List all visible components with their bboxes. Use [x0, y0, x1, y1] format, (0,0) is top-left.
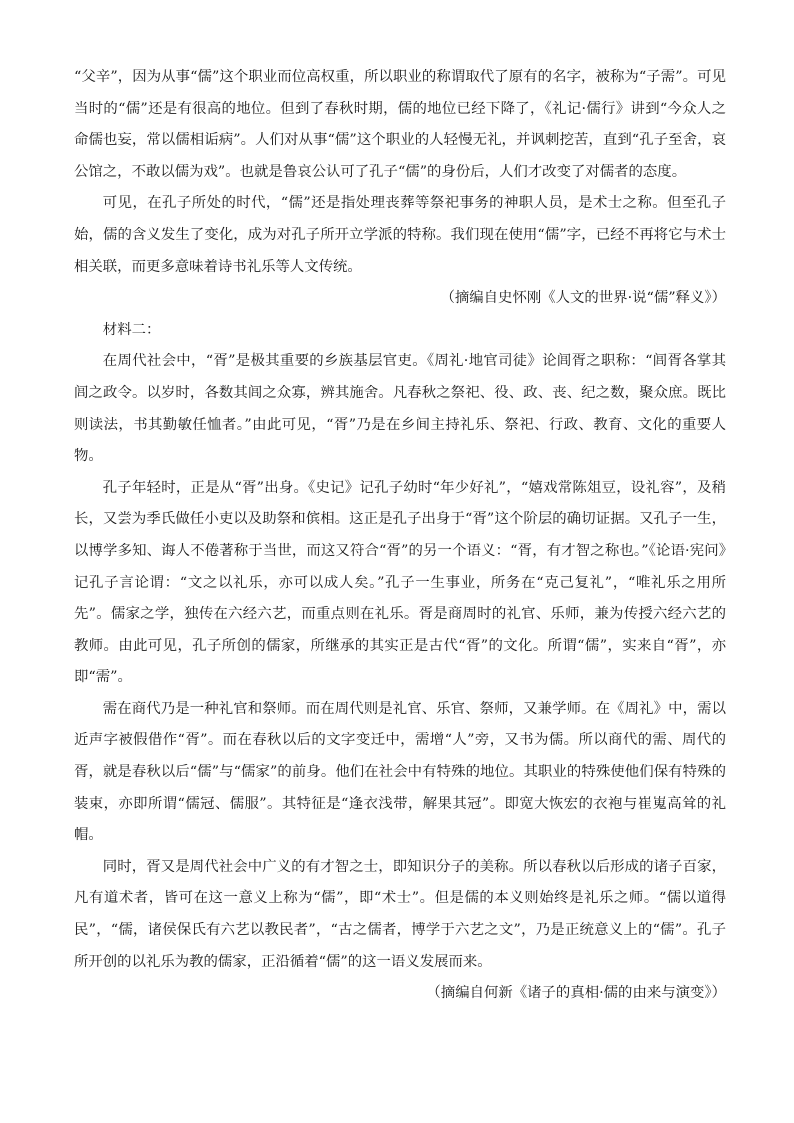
- paragraph: 需在商代乃是一种礼官和祭师。而在周代则是礼官、乐官、祭师，又兼学师。在《周礼》中，需以近声字被假借作“胥”。而在春秋以后的文字变迁中，需增“人”旁，又书为儒。所以商代的需、周代的胥，就是春秋以后“儒”与“儒家”的前身。他们在社会中有特殊的地位。其职业的特殊使他们保有特殊的装束，亦即所谓“儒冠、儒服”。其特征是“逢衣浅带，解果其冠”。即宽大恢宏的衣袍与崔嵬高耸的礼帽。: [74, 700, 726, 844]
- document-page: [74, 62, 726, 1010]
- paragraph-continued: “父辛”，因为从事“儒”这个职业而位高权重，所以职业的称谓取代了原有的名字，被称为“子需”。可见当时的“儒”还是有很高的地位。但到了春秋时期，儒的地位已经下降了，《礼记·儒行》讲到“今众人之命儒也妄，常以儒相诟病”。人们对从事“儒”这个职业的人轻慢无礼，并讽刺挖苦，直到“孔子至舍，哀公馆之，不敢以儒为戏”。也就是鲁哀公认可了孔子“儒”的身份后，人们才改变了对儒者的态度。: [74, 69, 726, 180]
- paragraph: 同时，胥又是周代社会中广义的有才智之士，即知识分子的美称。所以春秋以后形成的诸子百家，凡有道术者，皆可在这一意义上称为“儒”，即“术士”。但是儒的本义则始终是礼乐之师。“儒以道得民”，“儒，诸侯保氏有六艺以教民者”，“古之儒者，博学于六艺之文”，乃是正统意义上的“儒”。孔子所开创的以礼乐为教的儒家，正沿循着“儒”的这一语义发展而来。: [74, 858, 726, 970]
- source-citation: （摘编自何新《诸子的真相·儒的由来与演变》）: [426, 985, 726, 1002]
- paragraph: 可见，在孔子所处的时代，“儒”还是指处理丧葬等祭祀事务的神职人员，是术士之称。但至孔子始，儒的含义发生了变化，成为对孔子所开立学派的特称。我们现在使用“儒”字，已经不再将它与术士相关联，而更多意味着诗书礼乐等人文传统。: [74, 195, 726, 275]
- paragraph: 孔子年轻时，正是从“胥”出身。《史记》记孔子幼时“年少好礼”，“嬉戏常陈俎豆，设礼容”，及稍长，又尝为季氏做任小吏以及助祭和傧相。这正是孔子出身于“胥”这个阶层的确切证据。又孔子一生，以博学多知、诲人不倦著称于当世，而这又符合“胥”的另一个语义：“胥，有才智之称也。”《论语·宪问》记孔子言论谓：“文之以礼乐，亦可以成人矣。”孔子一生事业，所务在“克己复礼”，“唯礼乐之用所先”。儒家之学，独传在六经六艺，而重点则在礼乐。胥是商周时的礼官、乐师，兼为传授六经六艺的教师。由此可见，孔子所创的儒家，所继承的其实正是古代“胥”的文化。所谓“儒”，实来自“胥”，亦即“需”。: [74, 479, 726, 686]
- source-citation: （摘编自史怀刚《人文的世界·说“儒”释义》）: [440, 290, 726, 307]
- paragraph: 在周代社会中，“胥”是极其重要的乡族基层官吏。《周礼·地官司徒》论闾胥之职称：“闾胥各掌其闾之政令。以岁时，各数其闾之众寡，辨其施舍。凡春秋之祭祀、役、政、丧、纪之数，聚众庶。既比则读法，书其勤敏任恤者。”由此可见，“胥”乃是在乡间主持礼乐、祭祀、行政、教育、文化的重要人物。: [74, 353, 726, 465]
- material-heading: 材料二：: [102, 321, 161, 338]
